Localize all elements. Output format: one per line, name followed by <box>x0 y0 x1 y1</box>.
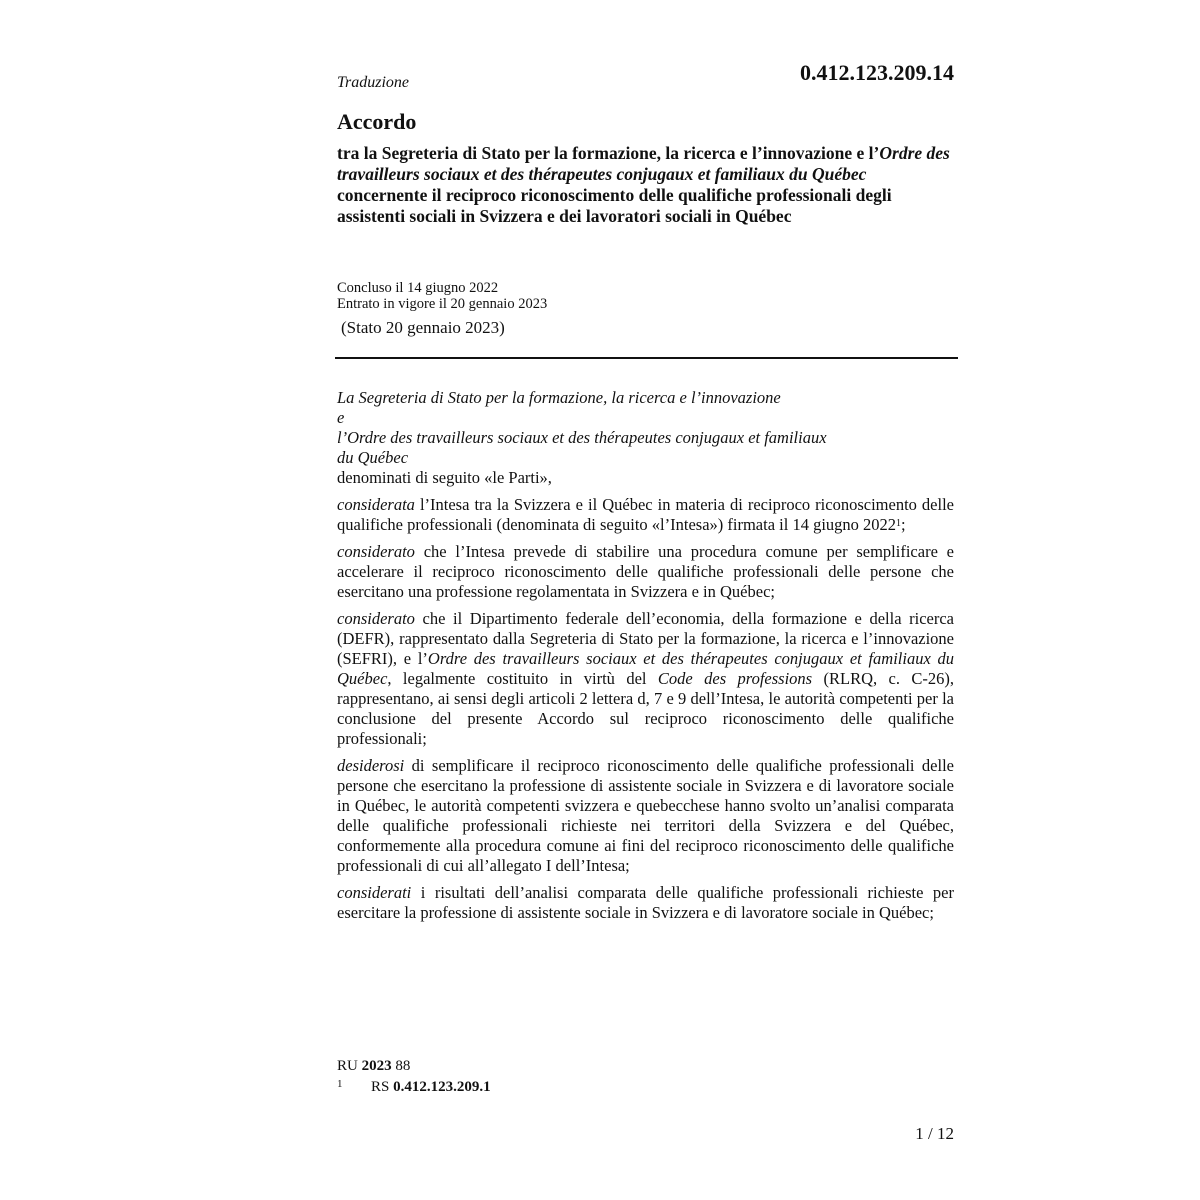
party-2-line-2 <box>337 448 954 468</box>
recital-4-lead: desiderosi <box>337 756 405 775</box>
party-conjunction <box>337 408 954 428</box>
conjunction-text: e <box>337 408 345 427</box>
recital-1-lead: considerata <box>337 495 415 514</box>
parties-definition: denominati di seguito «le Parti», <box>337 468 552 487</box>
translation-label: Traduzione <box>337 74 410 91</box>
footnote-sr-link[interactable]: 0.412.123.209.1 <box>393 1079 491 1095</box>
party-2-name-line-1: l’Ordre des travailleurs sociaux et des thérapeutes conjugaux et familiaux <box>337 428 827 447</box>
document-subtitle <box>337 143 957 227</box>
recital-5 <box>337 883 954 923</box>
in-force-date: Entrato in vigore il 20 gennaio 2023 <box>337 296 548 312</box>
ru-reference <box>337 1058 410 1075</box>
recital-3-code-name: Code des professions <box>657 669 813 688</box>
party-1 <box>337 388 954 408</box>
subtitle-part1: tra la Segreteria di Stato per la formazione, la ricerca e l’innovazione e l’ <box>337 143 880 163</box>
recital-3-text-b: , legalmente costituito in virtù del <box>387 669 658 688</box>
footnote-prefix: RS <box>371 1079 390 1095</box>
document-title: Accordo <box>337 109 417 134</box>
recital-3-ordre-name: Ordre des travailleurs sociaux et des thérapeutes conjugaux et familiaux du Québec <box>337 649 954 688</box>
ru-prefix: RU <box>337 1058 358 1074</box>
footnote-number: 1 <box>337 1078 343 1090</box>
recital-5-lead: considerati <box>337 883 412 902</box>
header-divider <box>335 357 958 359</box>
footnote-1 <box>337 1078 491 1096</box>
recital-5-text: i risultati dell’analisi comparata delle qualifiche professionali richieste per esercitare la professione di assistente sociale in Svizzera e di lavoratore sociale in Québec; <box>337 883 954 922</box>
ru-year: 2023 <box>361 1058 392 1074</box>
recital-1 <box>337 495 954 535</box>
footnote-ref-1[interactable]: 1 <box>896 518 902 529</box>
party-1-name: La Segreteria di Stato per la formazione, la ricerca e l’innovazione <box>337 388 781 407</box>
page-number: 1 / 12 <box>915 1124 954 1143</box>
recital-3 <box>337 609 954 749</box>
recital-3-lead: considerato <box>337 609 415 628</box>
ru-page: 88 <box>395 1058 411 1074</box>
subtitle-party-name: Ordre des travailleurs sociaux et des thérapeutes conjugaux et familiaux du Québec <box>337 143 950 184</box>
recital-2-lead: considerato <box>337 542 415 561</box>
recital-3-text-c: (RLRQ, c. C-26), rappresentano, ai sensi degli articoli 2 lettera d, 7 e 9 dell’Intesa, le autorità competenti per la conclusione del presente Accordo sul reciproco riconoscimento delle qualifiche professionali; <box>337 669 954 748</box>
recital-3-text-a: che il Dipartimento federale dell’economia, della formazione e della ricerca (DEFR), rappresentato dalla Segreteria di Stato per la formazione, la ricerca e l’innovazione (SEFRI), e l’ <box>337 609 954 668</box>
dates-block <box>337 280 547 312</box>
recital-1-text: l’Intesa tra la Svizzera e il Québec in materia di reciproco riconoscimento delle qualifiche professionali (denominata di seguito «l’Intesa») firmata il 14 giugno 2022 <box>337 495 954 534</box>
status-date: (Stato 20 gennaio 2023) <box>341 318 505 337</box>
sr-number: 0.412.123.209.14 <box>800 60 954 85</box>
party-2-name-line-2: du Québec <box>337 448 409 467</box>
subtitle-part3: concernente il reciproco riconoscimento delle qualifiche professionali degli assistenti sociali in Svizzera e dei lavoratori sociali in Québec <box>337 185 892 226</box>
recital-1-end: ; <box>901 515 906 534</box>
recital-4 <box>337 756 954 876</box>
party-2-line-1 <box>337 428 954 448</box>
recital-4-text: di semplificare il reciproco riconoscimento delle qualifiche professionali delle persone che esercitano la professione di assistente sociale in Svizzera e di lavoratore sociale in Québec, le autorità competenti svizzera e quebecchese hanno svolto un’analisi comparata delle qualifiche professionali richieste nei territori della Svizzera e del Québec, conformemente alla procedura comune ai fini del reciproco riconoscimento delle qualifiche professionali di cui all’allegato I dell’Intesa; <box>337 756 954 875</box>
recital-2 <box>337 542 954 602</box>
preamble <box>337 388 954 930</box>
recital-2-text: che l’Intesa prevede di stabilire una procedura comune per semplificare e accelerare il reciproco riconoscimento delle qualifiche professionali delle persone che esercitano una professione regolamentata in Svizzera e in Québec; <box>337 542 954 601</box>
concluded-date: Concluso il 14 giugno 2022 <box>337 280 499 296</box>
